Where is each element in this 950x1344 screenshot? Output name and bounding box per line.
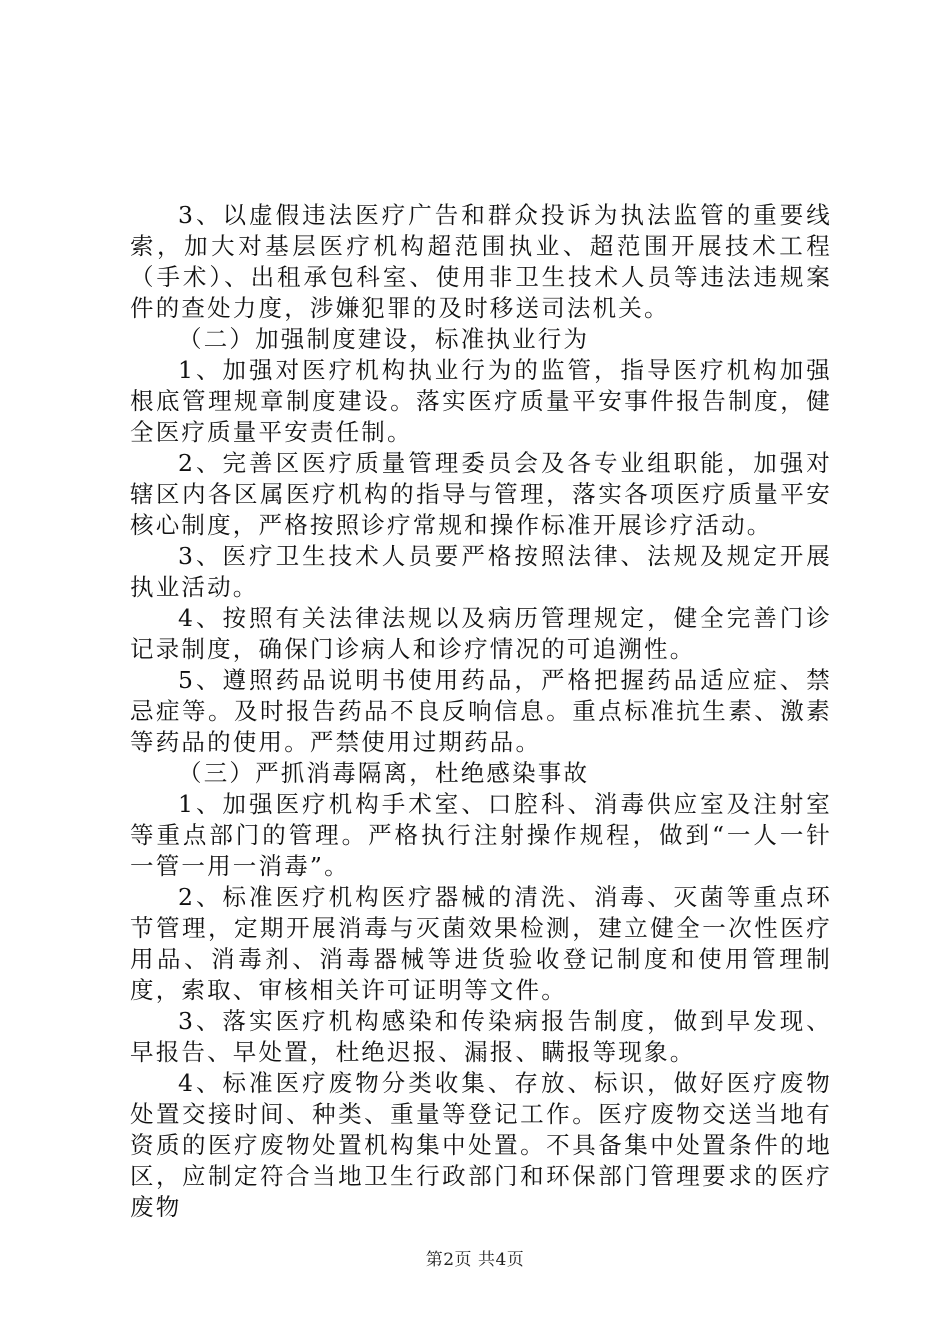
paragraph-item-3-ad-enforcement: 3、以虚假违法医疗广告和群众投诉为执法监管的重要线索，加大对基层医疗机构超范围执业、超范围开展技术工程（手术）、出租承包科室、使用非卫生技术人员等违法违规案件的查处力度，涉嫌犯罪的及时移送司法机关。 <box>130 201 832 322</box>
paragraph-item-3-practice-law: 3、医疗卫生技术人员要严格按照法律、法规及规定开展执业活动。 <box>130 542 832 601</box>
section-heading-3: （三）严抓消毒隔离，杜绝感染事故 <box>178 759 590 787</box>
section-heading-2: （二）加强制度建设，标准执业行为 <box>178 325 590 353</box>
paragraph-item-4-medical-waste: 4、标准医疗废物分类收集、存放、标识，做好医疗废物处置交接时间、种类、重量等登记工作。医疗废物交送当地有资质的医疗废物处置机构集中处置。不具备集中处置条件的地区，应制定符合当地卫生行政部门和环保部门管理要求的医疗废物 <box>130 1069 832 1221</box>
paragraph-item-2-quality-committee: 2、完善区医疗质量管理委员会及各专业组职能，加强对辖区内各区属医疗机构的指导与管理，落实各项医疗质量平安核心制度，严格按照诊疗常规和操作标准开展诊疗活动。 <box>130 449 832 539</box>
paragraph-item-1-surgery-rooms: 1、加强医疗机构手术室、口腔科、消毒供应室及注射室等重点部门的管理。严格执行注射操作规程，做到“一人一针一管一用一消毒”。 <box>130 790 832 880</box>
document-body <box>130 200 832 1223</box>
page-number-footer: 第2页 共4页 <box>425 1250 525 1270</box>
paragraph-item-5-drugs: 5、遵照药品说明书使用药品，严格把握药品适应症、禁忌症等。及时报告药品不良反响信息。重点标准抗生素、激素等药品的使用。严禁使用过期药品。 <box>130 666 832 756</box>
paragraph-item-4-records: 4、按照有关法律法规以及病历管理规定，健全完善门诊记录制度，确保门诊病人和诊疗情况的可追溯性。 <box>130 604 832 663</box>
paragraph-item-2-disinfection: 2、标准医疗机构医疗器械的清洗、消毒、灭菌等重点环节管理，定期开展消毒与灭菌效果检测，建立健全一次性医疗用品、消毒剂、消毒器械等进货验收登记制度和使用管理制度，索取、审核相关许可证明等文件。 <box>130 883 832 1004</box>
paragraph-item-3-infection-report: 3、落实医疗机构感染和传染病报告制度，做到早发现、早报告、早处置，杜绝迟报、漏报、瞒报等现象。 <box>130 1007 832 1066</box>
paragraph-item-1-supervision: 1、加强对医疗机构执业行为的监管，指导医疗机构加强根底管理规章制度建设。落实医疗质量平安事件报告制度，健全医疗质量平安责任制。 <box>130 356 832 446</box>
